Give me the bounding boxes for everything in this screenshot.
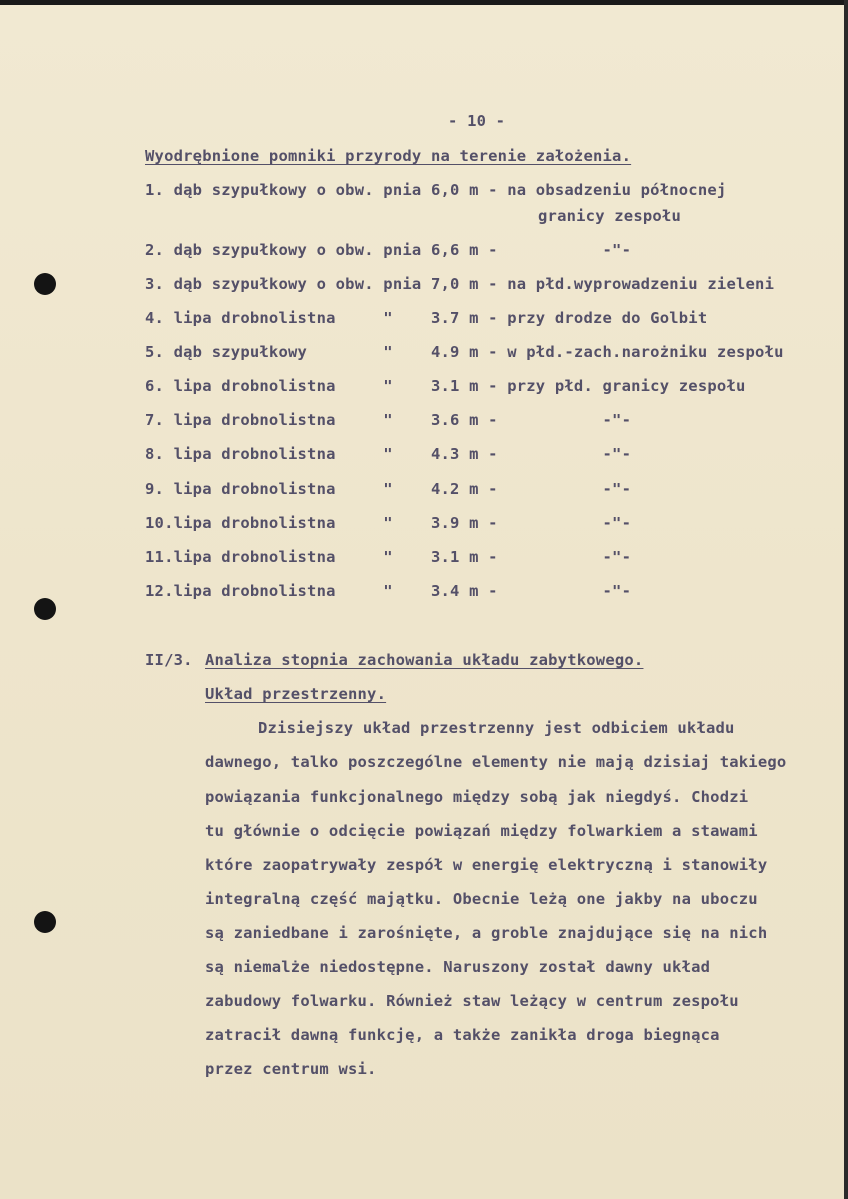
section-title: Analiza stopnia zachowania układu zabytkowego. — [205, 651, 644, 669]
list-item: 2. dąb szypułkowy o obw. pnia 6,6 m - -"- — [145, 241, 632, 259]
scan-right-edge — [844, 0, 848, 1199]
list-item: 3. dąb szypułkowy o obw. pnia 7,0 m - na płd.wyprowadzeniu zieleni — [145, 275, 775, 293]
list-item: 4. lipa drobnolistna " 3.7 m - przy drodze do Golbit — [145, 309, 708, 327]
scan-top-edge — [0, 0, 848, 5]
list-item: 9. lipa drobnolistna " 4.2 m - -"- — [145, 480, 632, 498]
punch-hole — [34, 273, 56, 295]
paragraph-line: dawnego, talko poszczególne elementy nie mają dzisiaj takiego — [205, 753, 787, 771]
section-subtitle: Układ przestrzenny. — [205, 685, 387, 703]
paragraph-line: zatracił dawną funkcję, a także zanikła droga biegnąca — [205, 1026, 720, 1044]
list-item: 1. dąb szypułkowy o obw. pnia 6,0 m - na obsadzeniu północnej — [145, 181, 727, 199]
paragraph-line: które zaopatrywały zespół w energię elektryczną i stanowiły — [205, 856, 768, 874]
list-item-continuation: granicy zespołu — [538, 207, 681, 225]
punch-hole — [34, 911, 56, 933]
paragraph-line: Dzisiejszy układ przestrzenny jest odbiciem układu — [258, 719, 735, 737]
paragraph-line: zabudowy folwarku. Również staw leżący w centrum zespołu — [205, 992, 739, 1010]
list-item: 11.lipa drobnolistna " 3.1 m - -"- — [145, 548, 632, 566]
paragraph-line: integralną część majątku. Obecnie leżą one jakby na uboczu — [205, 890, 758, 908]
section-number: II/3. — [145, 651, 193, 669]
paragraph-line: są zaniedbane i zarośnięte, a groble znajdujące się na nich — [205, 924, 768, 942]
paragraph-line: są niemalże niedostępne. Naruszony został dawny układ — [205, 958, 711, 976]
list-item: 6. lipa drobnolistna " 3.1 m - przy płd. granicy zespołu — [145, 377, 746, 395]
paragraph-line: powiązania funkcjonalnego między sobą jak niegdyś. Chodzi — [205, 788, 749, 806]
list-heading: Wyodrębnione pomniki przyrody na terenie założenia. — [145, 147, 632, 165]
list-item: 5. dąb szypułkowy " 4.9 m - w płd.-zach.narożniku zespołu — [145, 343, 784, 361]
paragraph-line: tu głównie o odcięcie powiązań między folwarkiem a stawami — [205, 822, 758, 840]
paragraph-line: przez centrum wsi. — [205, 1060, 377, 1078]
page-number: - 10 - — [448, 112, 506, 130]
list-item: 12.lipa drobnolistna " 3.4 m - -"- — [145, 582, 632, 600]
list-item: 7. lipa drobnolistna " 3.6 m - -"- — [145, 411, 632, 429]
punch-hole — [34, 598, 56, 620]
list-item: 8. lipa drobnolistna " 4.3 m - -"- — [145, 445, 632, 463]
list-item: 10.lipa drobnolistna " 3.9 m - -"- — [145, 514, 632, 532]
